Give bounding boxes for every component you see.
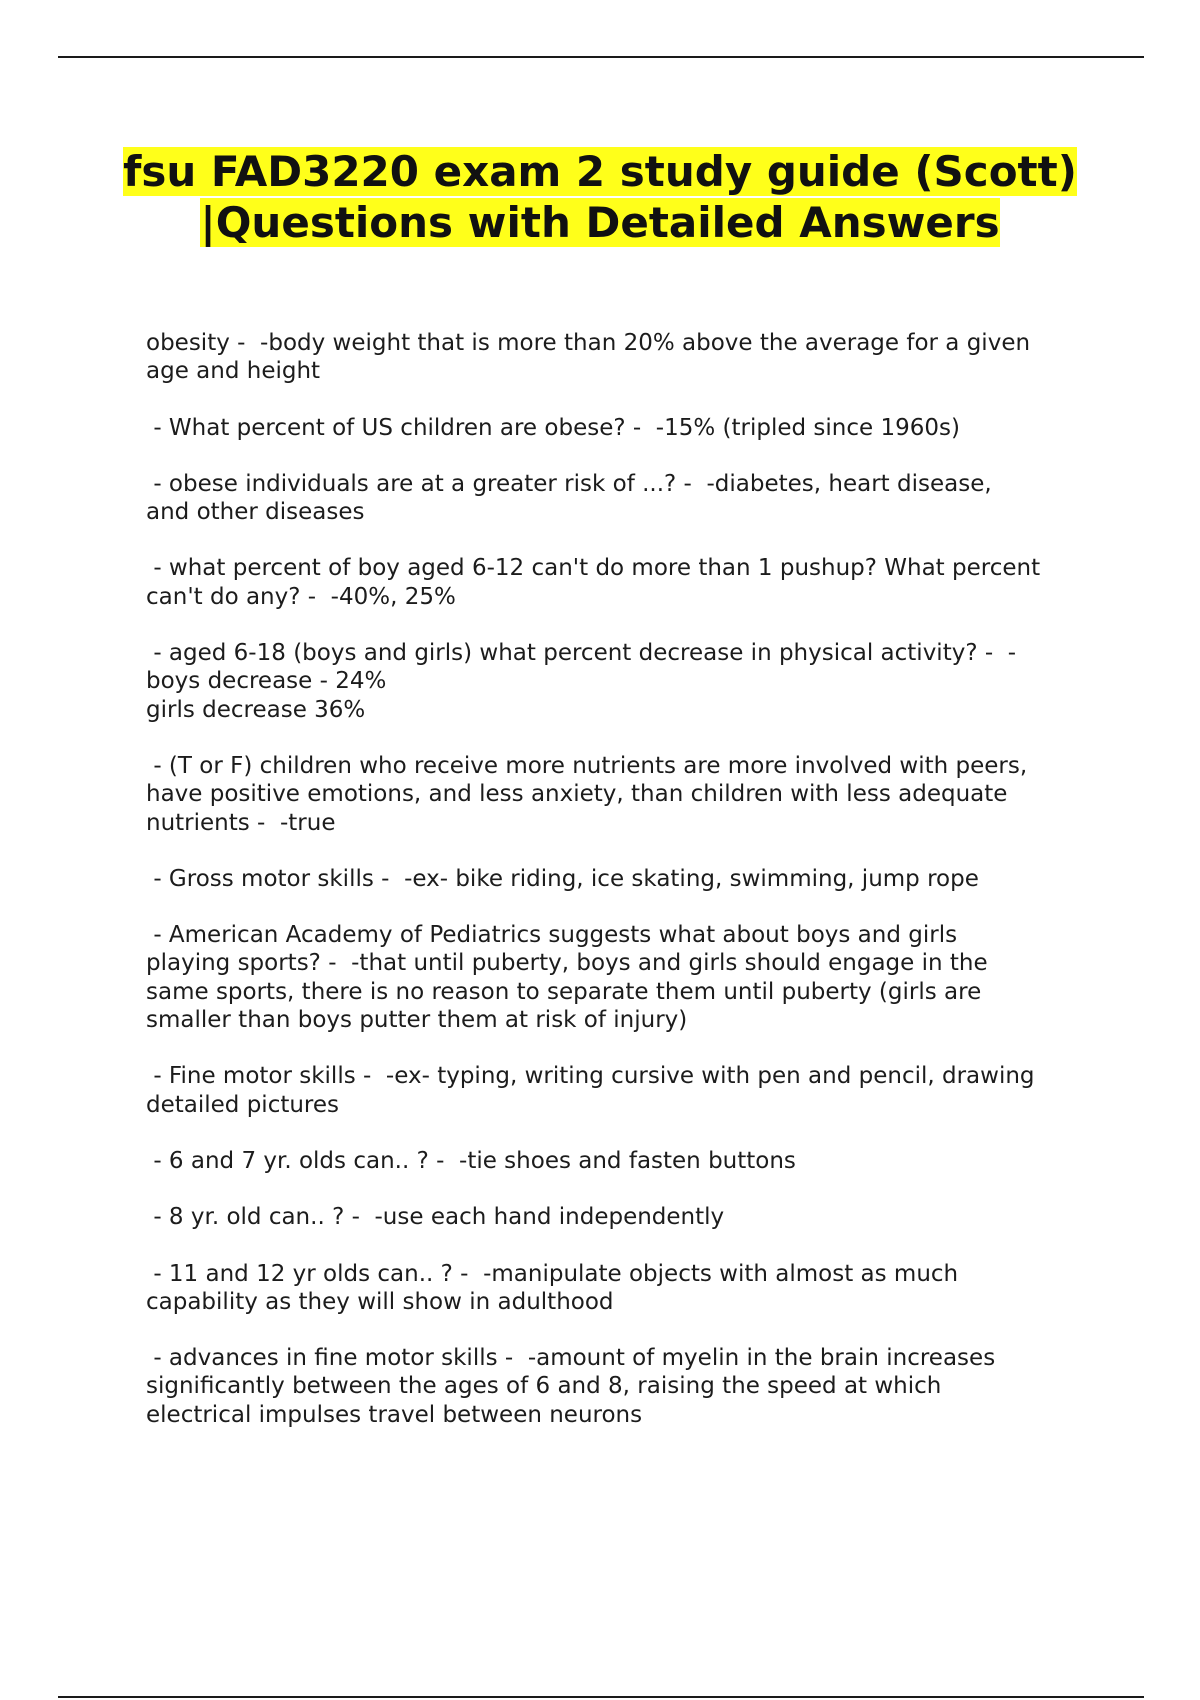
qa-entry: - American Academy of Pediatrics suggests what about boys and girls playing sports? - -that until puberty, boys and girls should engage in the same sports, there is no reason to separate them until puberty (girls are smaller than boys putter them at risk of injury) [146, 922, 988, 1034]
document-title: fsu FAD3220 exam 2 study guide (Scott) |Questions with Detailed Answers [123, 147, 1077, 247]
qa-entry: - Gross motor skills - -ex- bike riding, ice skating, swimming, jump rope [146, 865, 979, 892]
qa-entry: - Fine motor skills - -ex- typing, writing cursive with pen and pencil, drawing detailed pictures [146, 1063, 1035, 1118]
qa-entry: - obese individuals are at a greater risk of ...? - -diabetes, heart disease, and other diseases [146, 470, 992, 526]
qa-entry: - (T or F) children who receive more nutrients are more involved with peers, have positive emotions, and less anxiety, than children with less adequate nutrients - -true [146, 752, 1028, 836]
qa-entry: - 6 and 7 yr. olds can.. ? - -tie shoes and fasten buttons [146, 1147, 796, 1174]
qa-entry: - what percent of boy aged 6-12 can't do more than 1 pushup? What percent can't do any? - -40%, 25% [146, 555, 1041, 610]
qa-entry: - aged 6-18 (boys and girls) what percent decrease in physical activity? - - boys decrease - 24% girls decrease 36% [146, 640, 1017, 723]
qa-entry: - What percent of US children are obese? - -15% (tripled since 1960s) [146, 414, 960, 441]
qa-entry: obesity - -body weight that is more than 20% above the average for a given age and height [146, 330, 1031, 385]
document-body [146, 329, 1096, 1457]
title-block [100, 146, 1100, 248]
footer-rule [58, 1696, 1144, 1698]
qa-entry: - 11 and 12 yr olds can.. ? - -manipulate objects with almost as much capability as they will show in adulthood [146, 1260, 959, 1315]
qa-entry: - advances in fine motor skills - -amount of myelin in the brain increases significantly between the ages of 6 and 8, raising the speed at which electrical impulses travel between neurons [146, 1345, 996, 1428]
qa-entry: - 8 yr. old can.. ? - -use each hand independently [146, 1204, 725, 1231]
header-rule [58, 56, 1144, 58]
